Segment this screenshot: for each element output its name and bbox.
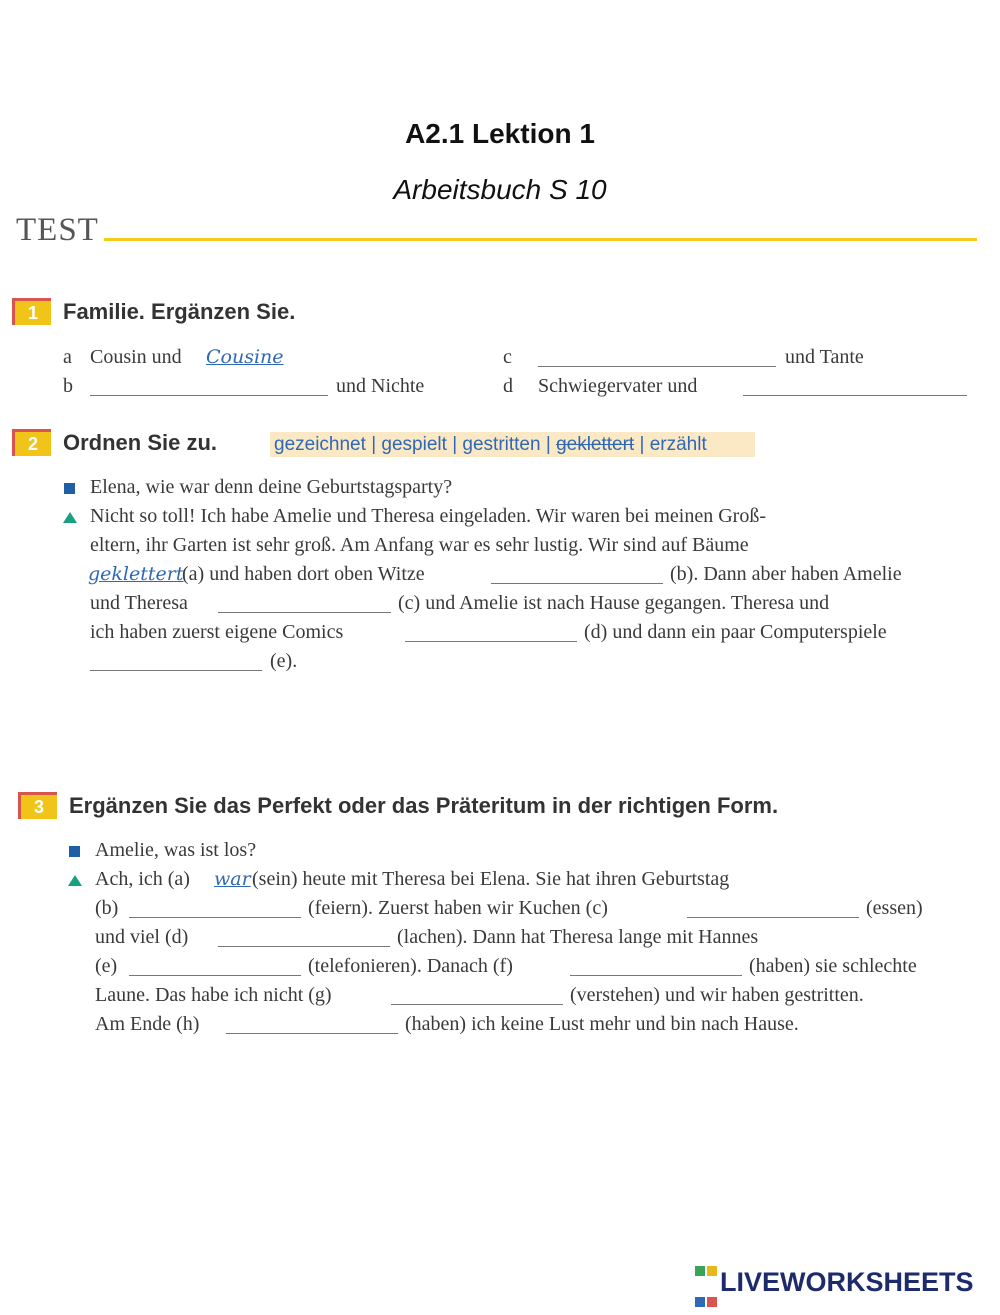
word-bank-separator: | xyxy=(545,434,551,455)
ex2-line-5b: (d) und dann ein paar Computerspiele xyxy=(584,621,887,643)
word-bank-separator: | xyxy=(371,434,377,455)
ex3-e-blank[interactable] xyxy=(129,959,301,976)
answer-triangle-icon xyxy=(68,875,82,886)
ex3-f-blank[interactable] xyxy=(570,959,742,976)
word-bank-separator: | xyxy=(452,434,458,455)
ex1-d-letter: d xyxy=(503,375,513,397)
page-title: A2.1 Lektion 1 xyxy=(405,118,595,149)
ex3-c-blank[interactable] xyxy=(687,901,859,918)
ex3-line-1b: (sein) heute mit Theresa bei Elena. Sie hat ihren Geburtstag xyxy=(252,868,730,890)
exercise-1-heading: Familie. Ergänzen Sie. xyxy=(63,299,296,324)
ex1-c-text: und Tante xyxy=(785,346,864,368)
ex3-h-blank[interactable] xyxy=(226,1017,398,1034)
ex1-a-answer[interactable]: Cousine xyxy=(206,346,284,368)
ex3-a-answer[interactable]: war xyxy=(214,868,251,890)
ex3-line-4c: (haben) sie schlechte xyxy=(749,955,917,977)
question-square-icon xyxy=(64,483,75,494)
ex2-line-4a: und Theresa xyxy=(90,592,188,614)
ex2-line-5a: ich haben zuerst eigene Comics xyxy=(90,621,344,643)
ex3-line-3a: und viel (d) xyxy=(95,926,189,948)
ex1-b-letter: b xyxy=(63,375,73,397)
ex1-a-text: Cousin und xyxy=(90,346,182,368)
ex3-line-1a: Ach, ich (a) xyxy=(95,868,190,890)
ex3-g-blank[interactable] xyxy=(391,988,563,1005)
ex3-d-blank[interactable] xyxy=(218,930,390,947)
word-bank-word: gezeichnet xyxy=(274,434,366,455)
word-bank-box xyxy=(270,432,755,457)
exercise-3-heading: Ergänzen Sie das Perfekt oder das Präteritum in der richtigen Form. xyxy=(69,793,779,818)
ex2-e-blank[interactable] xyxy=(90,654,262,671)
ex2-line-1: Nicht so toll! Ich habe Amelie und Theresa eingeladen. Wir waren bei meinen Groß- xyxy=(90,505,767,527)
ex3-line-2b: (feiern). Zuerst haben wir Kuchen (c) xyxy=(308,897,608,919)
word-bank-separator: | xyxy=(639,434,645,455)
ex3-line-6a: Am Ende (h) xyxy=(95,1013,200,1035)
ex3-line-3b: (lachen). Dann hat Theresa lange mit Hannes xyxy=(397,926,759,948)
ex2-d-blank[interactable] xyxy=(405,625,577,642)
logo-grid-icon xyxy=(694,1253,718,1315)
question-square-icon xyxy=(69,846,80,857)
logo-text: LIVEWORKSHEETS xyxy=(720,1267,974,1298)
ex2-c-blank[interactable] xyxy=(218,596,391,613)
ex1-d-text: Schwiegervater und xyxy=(538,375,698,397)
exercise-3-number-badge: 3 xyxy=(21,795,57,819)
ex3-line-4b: (telefonieren). Danach (f) xyxy=(308,955,513,977)
ex3-line-4a: (e) xyxy=(95,955,118,977)
ex3-line-5a: Laune. Das habe ich nicht (g) xyxy=(95,984,332,1006)
answer-triangle-icon xyxy=(63,512,77,523)
liveworksheets-logo xyxy=(694,1253,974,1315)
ex2-line-2: eltern, ihr Garten ist sehr groß. Am Anfang war es sehr lustig. Wir sind auf Bäume xyxy=(90,534,749,556)
ex1-c-blank[interactable] xyxy=(538,350,776,367)
exercise-2-heading: Ordnen Sie zu. xyxy=(63,430,218,455)
ex3-line-2a: (b) xyxy=(95,897,119,919)
word-bank-word: gestritten xyxy=(462,434,541,455)
ex1-c-letter: c xyxy=(503,346,512,368)
word-bank-word: gespielt xyxy=(381,434,447,455)
word-bank-word: erzählt xyxy=(649,434,707,455)
ex2-a-answer[interactable]: geklettert xyxy=(88,563,184,585)
test-label: TEST xyxy=(16,212,99,248)
test-rule-divider xyxy=(104,238,977,241)
exercise-1-number-badge: 1 xyxy=(15,301,51,325)
ex2-line-3b: (b). Dann aber haben Amelie xyxy=(670,563,902,585)
exercise-2-number-badge: 2 xyxy=(15,432,51,456)
ex3-line-5b: (verstehen) und wir haben gestritten. xyxy=(570,984,864,1006)
ex1-b-blank[interactable] xyxy=(90,379,328,396)
ex3-line-2c: (essen) xyxy=(866,897,923,919)
ex2-b-blank[interactable] xyxy=(491,567,663,584)
ex2-line-4b: (c) und Amelie ist nach Hause gegangen. Theresa und xyxy=(398,592,830,614)
ex3-line-6b: (haben) ich keine Lust mehr und bin nach Hause. xyxy=(405,1013,799,1035)
page-subtitle: Arbeitsbuch S 10 xyxy=(393,174,607,205)
ex1-b-text: und Nichte xyxy=(336,375,425,397)
ex3-b-blank[interactable] xyxy=(129,901,301,918)
word-bank-word-used: geklettert xyxy=(556,434,635,455)
ex1-a-letter: a xyxy=(63,346,72,368)
ex2-line-3a: (a) und haben dort oben Witze xyxy=(182,563,425,585)
ex2-line-6: (e). xyxy=(270,650,298,672)
ex1-d-blank[interactable] xyxy=(743,379,967,396)
ex3-question: Amelie, was ist los? xyxy=(95,839,257,861)
ex2-question: Elena, wie war denn deine Geburtstagsparty? xyxy=(90,476,453,498)
